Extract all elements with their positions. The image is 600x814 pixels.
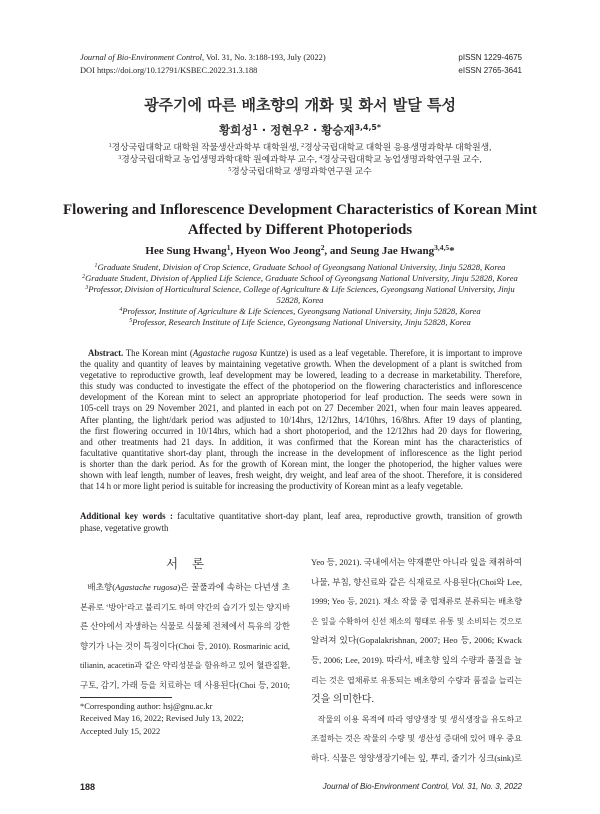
issn-block: [458, 51, 522, 77]
text-segment: 른 산야에서 자생하는 식물로 식물체 전체에서 특유의 강한: [80, 622, 290, 632]
text-segment: 리는 것은 엽채류로 유통되는 배초향의 수량과 품질을 늘리는: [311, 675, 522, 685]
additional-keywords: [80, 510, 522, 534]
text-line: [55, 273, 545, 284]
text-segment: Hee Sung Hwang: [145, 245, 227, 257]
text-segment: 향기가 나는 것이 특징이다(Choi 등, 2010). Rosmarinic acid,: [80, 641, 290, 651]
text-segment: )은 꿀풀과에 속하는 다년생 초: [177, 582, 290, 592]
text-segment: 알려져 있다(Gopalakrishnan, 2007; Heo 등, 2006; Kwack: [311, 635, 522, 646]
doi-link[interactable]: DOI https://doi.org/10.12791/KSBEC.2022.31.3.188: [80, 66, 258, 75]
text-segment: 하다. 식물은 영양생장기에는 잎, 뿌리, 줄기가 싱크(sink)로: [311, 753, 522, 763]
superscript: 4: [119, 307, 123, 314]
text-segment: vegetative to reproductive growth, leaf development may be lowered, leading to a decrease in marketability. Therefore,: [80, 370, 522, 381]
text-segment: 조절하는 것은 작물의 수량 및 생산성 증대에 있어 매우 중요: [311, 734, 522, 744]
text-segment: development of the Korean mint to select an appropriate photoperiod for leaf production. The seeds were sown in: [80, 392, 522, 403]
english-title: [20, 200, 580, 240]
text-segment: 경상국립대학교 대학원 응용생명과학부 대학원생,: [304, 142, 492, 152]
superscript: 1: [94, 263, 98, 270]
introduction-left-column: [80, 578, 290, 696]
text-line: [80, 578, 290, 598]
text-segment: *: [449, 245, 455, 257]
text-segment: The Korean mint (: [123, 348, 193, 358]
superscript: 5: [129, 318, 133, 325]
superscript: 3,4,5*: [354, 123, 381, 133]
text-segment: phase, vegetative growth: [80, 523, 169, 533]
text-line: [80, 656, 290, 676]
citation-details: , Vol. 31, No. 3:188-193, July (2022): [201, 53, 326, 62]
text-segment: tilianin, acacetin과 같은 약리성분을 함유하고 있어 혈관질환,: [80, 661, 290, 671]
text-segment: , Hyeon Woo Jeong: [230, 245, 321, 257]
english-affiliations: [55, 262, 545, 328]
text-line: [311, 592, 522, 612]
paragraph: [311, 710, 522, 769]
text-segment: , and Seung Jae Hwang: [324, 245, 435, 257]
text-line: [20, 200, 580, 220]
italic-term: Agastache rugosa: [115, 582, 178, 592]
text-line: [80, 415, 522, 426]
footnote-divider: [80, 697, 172, 698]
text-segment: 나물, 부침, 향신료와 같은 식재료로 사용된다(Choi와 Lee,: [311, 576, 522, 587]
text-line: [55, 284, 545, 295]
text-segment: 본류로 ‘방아’라고 불리기도 하며 약간의 습기가 있는 양지바: [80, 602, 290, 612]
text-line: [80, 637, 290, 657]
text-segment: Kuntze) is used as a leaf vegetable. Therefore, it is important to improve: [257, 348, 523, 358]
text-segment: · 정현우: [257, 123, 304, 137]
text-line: [20, 220, 580, 240]
text-line: [311, 651, 522, 671]
text-line: [55, 295, 545, 306]
text-line: [50, 165, 550, 177]
footer-journal: Journal of Bio-Environment Control, Vol. 31, No. 3, 2022: [322, 782, 522, 791]
print-issn: pISSN 1229-4675: [458, 53, 522, 62]
journal-name: Journal of Bio-Environment Control: [80, 53, 202, 62]
text-segment: Received May 16, 2022; Revised July 13, 2022;: [80, 713, 244, 724]
introduction-right-column: [311, 553, 522, 769]
text-line: [55, 317, 545, 328]
superscript: 3: [118, 155, 122, 162]
superscript: 1: [226, 243, 231, 253]
text-line: [80, 481, 522, 492]
text-segment: 경상국립대학교 생명과학연구원 교수: [231, 166, 372, 176]
text-line: [80, 392, 522, 403]
text-line: [311, 612, 522, 632]
superscript: 2: [303, 123, 309, 133]
footnote: [80, 700, 290, 737]
text-segment: 등, 2006; Lee, 2019). 따라서, 배초향 잎의 수량과 품질을 늘: [311, 655, 522, 665]
text-line: [50, 153, 550, 165]
text-segment: Professor, Division of Horticultural Science, College of Agriculture & Life Sciences, Gyeongsang National University, Jinju: [88, 284, 515, 294]
korean-authors: [60, 122, 540, 138]
text-segment: Graduate Student, Division of Applied Life Science, Graduate School of Gyeongsang National University, Jinju 52828, Korea: [85, 273, 518, 283]
superscript: 1: [252, 123, 258, 133]
text-line: [311, 729, 522, 749]
text-segment: Professor, Institute of Agriculture & Life Sciences, Gyeongsang National University, Jinju 52828, Korea: [122, 306, 481, 316]
page-number: 188: [80, 782, 96, 792]
text-segment: facultative quantitative short-day plant, leaf area, reproductive growth, transition of growth: [172, 511, 523, 521]
text-line: [80, 712, 290, 724]
text-segment: 52828, Korea: [276, 295, 324, 305]
text-line: [80, 348, 522, 359]
text-segment: is shorter than the dark period. As for the growth of Korean mint, the longer the photoperiod, the higher values were: [80, 458, 522, 469]
text-segment: 작물의 이용 목적에 따라 영양생장 및 생식생장을 유도하고: [317, 714, 522, 724]
text-line: [80, 426, 522, 437]
superscript: 4: [319, 155, 323, 162]
text-segment: After planting, the light/dark period was adjusted to 10/14hrs, 12/12hrs, 14/10hrs, 16/8hrs. After 19 days of planting,: [80, 414, 522, 425]
text-line: [80, 725, 290, 737]
text-segment: the quality and quantity of leaves by maintaining vegetative growth. When the development of a plant is switched from: [80, 359, 522, 370]
paragraph: [80, 578, 290, 696]
text-line: [311, 573, 522, 593]
text-segment: 구토, 감기, 가래 등을 치료하는 데 사용된다(Choi 등, 2010;: [80, 680, 290, 690]
superscript: 1: [108, 143, 112, 150]
electronic-issn: eISSN 2765-3641: [458, 66, 522, 75]
citation-line: [80, 51, 326, 64]
text-segment: Graduate Student, Division of Crop Science, Graduate School of Gyeongsang National University, Jinju 52828, Korea: [97, 262, 506, 272]
bold-label: Abstract.: [88, 348, 124, 358]
text-line: [311, 553, 522, 573]
text-segment: the first flowering occurred in 10/14hrs, which had a short photoperiod, and the 12/12hrs had 20 days for flowering,: [80, 425, 522, 436]
text-line: [80, 437, 522, 448]
text-segment: 경상국립대학교 대학원 작물생산과학부 대학원생,: [111, 142, 302, 152]
english-authors: [60, 243, 540, 259]
abstract: [80, 348, 522, 492]
text-segment: shown with leaf length, number of leaves, fresh weight, dry weight, and leaf area of the shoot. Therefore, it is considered: [80, 470, 522, 481]
text-segment: 것을 의미한다.: [311, 694, 374, 706]
text-line: [80, 370, 522, 381]
text-line: [60, 122, 540, 138]
superscript: 3,4,5: [434, 243, 450, 253]
text-segment: 배초향(: [87, 582, 116, 592]
text-line: [311, 690, 522, 710]
text-segment: 1999; Yeo 등, 2021). 채소 작물 중 엽채류로 분류되는 배초향: [311, 597, 522, 607]
superscript: 2: [320, 243, 325, 253]
text-segment: and other treatments had 21 days. In addition, it was confirmed that the Korean mint has the characteristics of: [80, 436, 522, 447]
text-segment: 경상국립대학교 농업생명과학연구원 교수,: [322, 154, 482, 164]
text-segment: this study was conducted to investigate the effect of the photoperiod on the flowering characteristics and inflorescence: [80, 381, 522, 392]
text-line: [80, 510, 522, 522]
text-segment: that 14 h or more light period is suitable for increasing the productivity of Korean mint as a leafy vegetable.: [80, 481, 463, 492]
text-line: [80, 617, 290, 637]
text-line: [50, 141, 550, 153]
superscript: 2: [82, 274, 86, 281]
text-segment: Professor, Research Institute of Life Science, Gyeongsang National University, Jinju 52828, Korea: [132, 317, 471, 327]
text-line: [60, 243, 540, 259]
bold-label: Additional key words :: [80, 511, 173, 521]
text-line: [80, 459, 522, 470]
text-line: [55, 306, 545, 317]
text-segment: Affected by Different Photoperiods: [187, 222, 413, 238]
korean-title: 광주기에 따른 배초향의 개화 및 화서 발달 특성: [144, 96, 456, 114]
text-line: [80, 470, 522, 481]
text-segment: 은 잎을 수확하여 신선 채소의 형태로 유통 및 소비되는 것으로: [311, 616, 522, 626]
text-line: [80, 522, 522, 534]
citation-header: [80, 51, 326, 77]
text-line: [311, 749, 522, 769]
text-segment: · 황승재: [308, 123, 355, 137]
text-line: [80, 403, 522, 414]
text-line: [80, 700, 290, 712]
superscript: 3: [85, 285, 89, 292]
text-line: [80, 448, 522, 459]
text-segment: Flowering and Inflorescence Development Characteristics of Korean Mint: [63, 202, 537, 218]
text-segment: 105-cell trays on 29 November 2021, and planted in each pot on 27 December 2021, when four main leaves appeared.: [80, 403, 522, 414]
text-segment: 경상국립대학교 농업생명과학대학 원예과학부 교수,: [121, 154, 320, 164]
text-segment: Accepted July 15, 2022: [80, 725, 161, 736]
text-segment: 황희성: [219, 123, 253, 137]
text-line: [311, 671, 522, 691]
italic-term: Agastache rugosa: [192, 348, 258, 358]
superscript: 5: [228, 167, 232, 174]
text-line: [311, 710, 522, 730]
korean-affiliations: [50, 141, 550, 177]
text-line: [55, 262, 545, 273]
text-line: [80, 381, 522, 392]
text-segment: *Corresponding author: hsj@gnu.ac.kr: [80, 701, 213, 711]
text-line: [80, 676, 290, 696]
text-line: [311, 631, 522, 651]
superscript: 2: [301, 143, 305, 150]
text-segment: facultative quantitative short-day plant, through the increase in the development of inflorescence as the light period: [80, 447, 522, 458]
section-heading-introduction: 서 론: [165, 556, 205, 571]
text-segment: Yeo 등, 2021). 국내에서는 약재뿐만 아니라 잎을 채취하여: [311, 557, 522, 567]
text-line: [80, 359, 522, 370]
text-line: [80, 598, 290, 618]
paragraph: [311, 553, 522, 710]
